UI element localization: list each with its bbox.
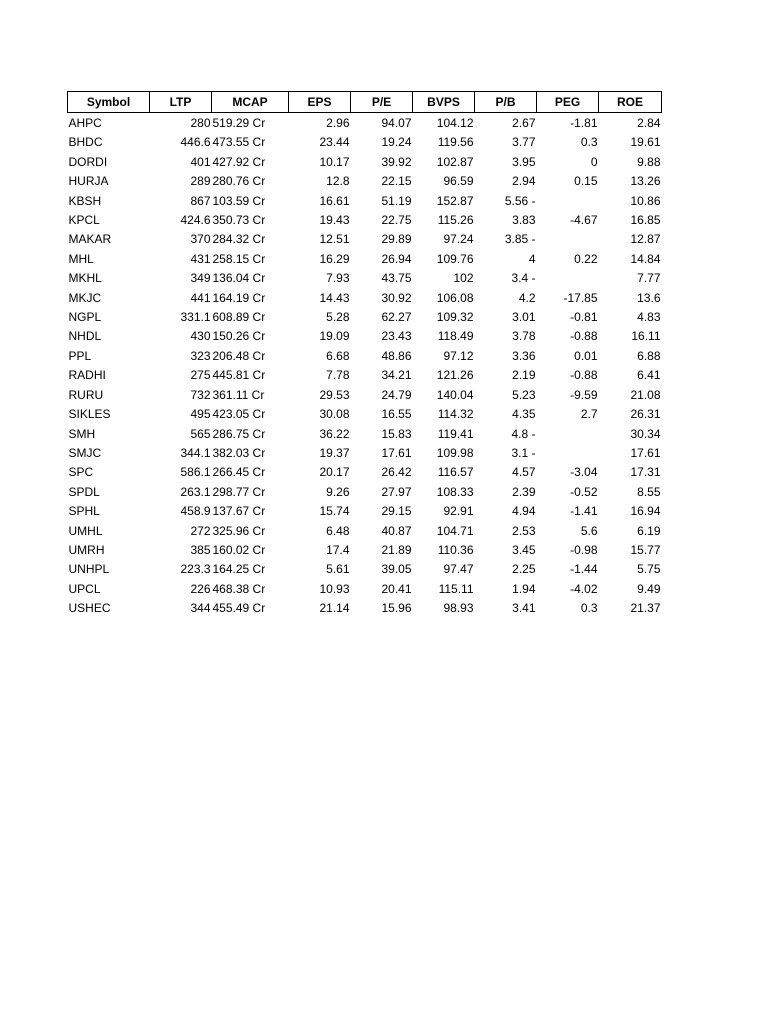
cell-pe: 15.83 bbox=[381, 426, 412, 441]
cell-pb: 4.2 bbox=[518, 290, 536, 305]
cell-pe: 24.79 bbox=[381, 387, 412, 402]
cell-peg: 0.15 bbox=[574, 174, 598, 189]
cell-pb: 2.25 bbox=[512, 562, 536, 577]
cell-symbol: AHPC bbox=[68, 116, 102, 130]
cell-eps: 9.26 bbox=[326, 484, 350, 499]
cell-symbol: MKJC bbox=[68, 290, 102, 305]
table-row bbox=[68, 230, 662, 249]
cell-peg: -3.04 bbox=[570, 465, 598, 480]
cell-mcap: 519.29 Cr bbox=[212, 116, 266, 130]
cell-ltp: 289 bbox=[190, 174, 211, 189]
cell-roe: 12.87 bbox=[630, 232, 661, 247]
cell-eps: 7.78 bbox=[326, 368, 350, 383]
cell-ltp: 263.1 bbox=[180, 484, 211, 499]
cell-bvps: 152.87 bbox=[436, 193, 474, 208]
table-row bbox=[68, 133, 662, 152]
cell-ltp: 495 bbox=[190, 407, 211, 422]
cell-eps: 16.29 bbox=[319, 251, 350, 266]
cell-mcap: 382.03 Cr bbox=[212, 445, 266, 460]
cell-symbol: SIKLES bbox=[68, 407, 111, 422]
cell-pe: 30.92 bbox=[381, 290, 412, 305]
cell-pe: 15.96 bbox=[381, 601, 412, 616]
cell-mcap: 280.76 Cr bbox=[212, 174, 266, 189]
cell-ltp: 430 bbox=[190, 329, 211, 344]
cell-symbol: MAKAR bbox=[68, 232, 112, 247]
cell-pb: 3.1 - bbox=[511, 445, 536, 460]
cell-symbol: KPCL bbox=[68, 213, 100, 228]
cell-ltp: 272 bbox=[190, 523, 211, 538]
header-peg: PEG bbox=[537, 92, 599, 113]
cell-pb: 4.94 bbox=[512, 504, 536, 519]
table-row bbox=[68, 327, 662, 346]
header-eps: EPS bbox=[289, 92, 351, 113]
cell-pe: 29.15 bbox=[381, 504, 412, 519]
cell-peg: 0.01 bbox=[574, 348, 598, 363]
cell-mcap: 258.15 Cr bbox=[212, 251, 266, 266]
cell-ltp: 424.6 bbox=[180, 213, 211, 228]
cell-mcap: 427.92 Cr bbox=[212, 154, 266, 169]
table-row bbox=[68, 172, 662, 191]
cell-ltp: 385 bbox=[190, 542, 211, 557]
cell-peg: 0.3 bbox=[580, 135, 598, 150]
cell-mcap: 284.32 Cr bbox=[212, 232, 266, 247]
cell-roe: 14.84 bbox=[630, 251, 661, 266]
cell-peg: 0 bbox=[590, 154, 598, 169]
cell-mcap: 468.38 Cr bbox=[212, 581, 266, 596]
cell-eps: 10.93 bbox=[319, 581, 350, 596]
cell-roe: 17.61 bbox=[630, 445, 661, 460]
cell-bvps: 119.56 bbox=[437, 135, 474, 150]
cell-symbol: SPDL bbox=[68, 484, 100, 499]
cell-ltp: 431 bbox=[190, 251, 211, 266]
header-symbol: Symbol bbox=[68, 92, 150, 113]
table-row bbox=[68, 308, 662, 327]
cell-pb: 2.94 bbox=[512, 174, 536, 189]
cell-pb: 3.95 bbox=[512, 154, 536, 169]
cell-roe: 19.61 bbox=[630, 135, 661, 150]
cell-bvps: 114.32 bbox=[437, 407, 474, 422]
cell-symbol: USHEC bbox=[68, 601, 111, 616]
cell-symbol: NHDL bbox=[68, 329, 102, 344]
cell-symbol: DORDI bbox=[68, 154, 108, 169]
cell-peg: -17.85 bbox=[563, 290, 598, 305]
cell-mcap: 423.05 Cr bbox=[212, 407, 266, 422]
stock-table bbox=[67, 91, 662, 619]
table-row bbox=[68, 502, 662, 521]
cell-bvps: 115.26 bbox=[437, 213, 474, 228]
cell-peg bbox=[537, 425, 599, 444]
header-ltp: LTP bbox=[150, 92, 212, 113]
cell-eps: 5.61 bbox=[326, 562, 350, 577]
cell-ltp: 867 bbox=[190, 193, 211, 208]
cell-roe: 9.49 bbox=[637, 581, 661, 596]
cell-bvps: 109.76 bbox=[436, 251, 474, 266]
table-row bbox=[68, 192, 662, 211]
cell-roe: 13.26 bbox=[630, 174, 661, 189]
cell-pe: 22.15 bbox=[381, 174, 412, 189]
cell-pe: 26.94 bbox=[381, 251, 412, 266]
cell-ltp: 586.1 bbox=[180, 465, 211, 480]
cell-roe: 13.6 bbox=[637, 290, 661, 305]
table-row bbox=[68, 599, 662, 618]
cell-roe: 30.34 bbox=[630, 426, 661, 441]
table-row bbox=[68, 425, 662, 444]
table-row bbox=[68, 153, 662, 172]
cell-mcap: 361.11 Cr bbox=[212, 387, 265, 402]
cell-pe: 40.87 bbox=[381, 523, 412, 538]
cell-eps: 19.09 bbox=[319, 329, 350, 344]
cell-ltp: 226 bbox=[190, 581, 211, 596]
cell-pb: 4 bbox=[528, 251, 536, 266]
cell-bvps: 102 bbox=[453, 271, 474, 286]
cell-peg: -1.41 bbox=[570, 504, 598, 519]
cell-peg: -1.44 bbox=[570, 562, 598, 577]
cell-pe: 39.05 bbox=[381, 562, 412, 577]
cell-ltp: 223.3 bbox=[180, 562, 211, 577]
cell-roe: 6.88 bbox=[637, 348, 661, 363]
cell-bvps: 92.91 bbox=[443, 504, 474, 519]
cell-mcap: 445.81 Cr bbox=[212, 368, 266, 383]
cell-ltp: 349 bbox=[190, 271, 211, 286]
cell-bvps: 98.93 bbox=[443, 601, 474, 616]
cell-peg: -4.67 bbox=[570, 213, 598, 228]
cell-peg: 0.3 bbox=[580, 601, 598, 616]
cell-roe: 6.19 bbox=[637, 523, 661, 538]
cell-peg: 0.22 bbox=[574, 251, 598, 266]
cell-eps: 6.48 bbox=[326, 523, 350, 538]
cell-pb: 5.23 bbox=[512, 387, 536, 402]
cell-roe: 5.75 bbox=[637, 562, 661, 577]
cell-pe: 19.24 bbox=[381, 135, 412, 150]
cell-mcap: 206.48 Cr bbox=[212, 348, 266, 363]
cell-mcap: 150.26 Cr bbox=[212, 329, 266, 344]
cell-pb: 3.83 bbox=[512, 213, 536, 228]
cell-bvps: 108.33 bbox=[436, 484, 474, 499]
header-roe: ROE bbox=[599, 92, 662, 113]
cell-eps: 17.4 bbox=[326, 542, 350, 557]
cell-ltp: 458.9 bbox=[180, 504, 211, 519]
cell-mcap: 164.19 Cr bbox=[212, 290, 266, 305]
cell-peg: 2.7 bbox=[580, 407, 598, 422]
cell-pb: 2.67 bbox=[512, 116, 536, 130]
cell-mcap: 266.45 Cr bbox=[212, 465, 266, 480]
cell-pe: 22.75 bbox=[381, 213, 412, 228]
cell-bvps: 97.12 bbox=[443, 348, 474, 363]
cell-bvps: 96.59 bbox=[443, 174, 474, 189]
cell-mcap: 160.02 Cr bbox=[212, 542, 266, 557]
table-row bbox=[68, 541, 662, 560]
cell-symbol: NGPL bbox=[68, 310, 102, 325]
cell-symbol: PPL bbox=[68, 348, 92, 363]
header-mcap: MCAP bbox=[212, 92, 289, 113]
cell-peg: -9.59 bbox=[570, 387, 598, 402]
cell-ltp: 344.1 bbox=[180, 445, 211, 460]
header-pe: P/E bbox=[351, 92, 413, 113]
cell-bvps: 140.04 bbox=[436, 387, 474, 402]
cell-eps: 23.44 bbox=[319, 135, 350, 150]
table-row bbox=[68, 113, 662, 134]
cell-eps: 16.61 bbox=[319, 193, 350, 208]
cell-bvps: 119.41 bbox=[437, 426, 474, 441]
cell-mcap: 164.25 Cr bbox=[212, 562, 266, 577]
cell-pb: 3.36 bbox=[512, 348, 536, 363]
cell-roe: 6.41 bbox=[637, 368, 661, 383]
cell-peg: 5.6 bbox=[580, 523, 598, 538]
cell-roe: 21.37 bbox=[630, 601, 661, 616]
cell-pe: 94.07 bbox=[381, 116, 412, 130]
cell-ltp: 565 bbox=[190, 426, 211, 441]
cell-pb: 4.35 bbox=[512, 407, 536, 422]
table-row bbox=[68, 580, 662, 599]
cell-bvps: 104.71 bbox=[436, 523, 474, 538]
cell-ltp: 331.1 bbox=[180, 310, 211, 325]
cell-symbol: HURJA bbox=[68, 174, 109, 189]
table-row bbox=[68, 347, 662, 366]
cell-eps: 12.8 bbox=[326, 174, 350, 189]
cell-roe: 7.77 bbox=[637, 271, 661, 286]
cell-peg: -0.88 bbox=[570, 329, 598, 344]
cell-pe: 43.75 bbox=[381, 271, 412, 286]
cell-mcap: 136.04 Cr bbox=[212, 271, 266, 286]
cell-eps: 30.08 bbox=[319, 407, 350, 422]
table-row bbox=[68, 366, 662, 385]
cell-symbol: RURU bbox=[68, 387, 104, 402]
cell-roe: 15.77 bbox=[630, 542, 661, 557]
cell-pb: 4.8 - bbox=[511, 426, 536, 441]
cell-ltp: 732 bbox=[190, 387, 211, 402]
cell-pe: 16.55 bbox=[381, 407, 412, 422]
cell-ltp: 401 bbox=[190, 154, 211, 169]
cell-roe: 8.55 bbox=[637, 484, 661, 499]
cell-ltp: 344 bbox=[190, 601, 211, 616]
cell-pe: 34.21 bbox=[381, 368, 412, 383]
cell-pb: 2.39 bbox=[512, 484, 536, 499]
cell-bvps: 102.87 bbox=[436, 154, 474, 169]
cell-eps: 5.28 bbox=[326, 310, 350, 325]
cell-mcap: 325.96 Cr bbox=[212, 523, 266, 538]
table-row bbox=[68, 522, 662, 541]
cell-peg: -0.88 bbox=[570, 368, 598, 383]
cell-eps: 19.37 bbox=[319, 445, 350, 460]
cell-bvps: 121.26 bbox=[436, 368, 474, 383]
cell-pb: 3.41 bbox=[512, 601, 536, 616]
cell-mcap: 350.73 Cr bbox=[212, 213, 266, 228]
cell-bvps: 116.57 bbox=[437, 465, 474, 480]
cell-ltp: 441 bbox=[190, 290, 211, 305]
cell-pb: 3.01 bbox=[512, 310, 536, 325]
cell-symbol: SPC bbox=[68, 465, 94, 480]
cell-pb: 1.94 bbox=[512, 581, 536, 596]
cell-symbol: UNHPL bbox=[68, 562, 110, 577]
cell-peg: -0.81 bbox=[570, 310, 598, 325]
cell-pe: 39.92 bbox=[381, 154, 412, 169]
cell-symbol: UMRH bbox=[68, 542, 105, 557]
header-pb: P/B bbox=[475, 92, 537, 113]
cell-roe: 9.88 bbox=[637, 154, 661, 169]
cell-symbol: SPHL bbox=[68, 504, 100, 519]
cell-symbol: SMJC bbox=[68, 445, 102, 460]
cell-symbol: SMH bbox=[68, 426, 96, 441]
cell-bvps: 97.47 bbox=[443, 562, 474, 577]
cell-ltp: 370 bbox=[190, 232, 211, 247]
table-row bbox=[68, 289, 662, 308]
cell-eps: 7.93 bbox=[326, 271, 350, 286]
header-bvps: BVPS bbox=[413, 92, 475, 113]
cell-pb: 2.53 bbox=[512, 523, 536, 538]
cell-symbol: RADHI bbox=[68, 368, 106, 383]
cell-pe: 62.27 bbox=[381, 310, 412, 325]
cell-eps: 20.17 bbox=[319, 465, 350, 480]
cell-pb: 5.56 - bbox=[504, 193, 536, 208]
cell-roe: 16.11 bbox=[631, 329, 661, 344]
cell-pb: 3.4 - bbox=[511, 271, 536, 286]
cell-roe: 4.83 bbox=[637, 310, 661, 325]
cell-roe: 10.86 bbox=[630, 193, 661, 208]
table-row bbox=[68, 211, 662, 230]
cell-peg: -1.81 bbox=[570, 116, 598, 130]
table-row bbox=[68, 386, 662, 405]
cell-peg: -4.02 bbox=[570, 581, 598, 596]
cell-bvps: 109.32 bbox=[436, 310, 474, 325]
cell-roe: 26.31 bbox=[630, 407, 661, 422]
cell-eps: 12.51 bbox=[319, 232, 350, 247]
cell-pb: 4.57 bbox=[512, 465, 536, 480]
cell-eps: 29.53 bbox=[319, 387, 350, 402]
table-row bbox=[68, 405, 662, 424]
cell-pb: 2.19 bbox=[512, 368, 536, 383]
cell-mcap: 286.75 Cr bbox=[212, 426, 266, 441]
cell-symbol: KBSH bbox=[68, 193, 102, 208]
cell-pe: 21.89 bbox=[381, 542, 412, 557]
cell-peg: -0.52 bbox=[570, 484, 598, 499]
cell-mcap: 608.89 Cr bbox=[212, 310, 266, 325]
cell-ltp: 446.6 bbox=[180, 135, 211, 150]
cell-pe: 17.61 bbox=[381, 445, 412, 460]
cell-bvps: 97.24 bbox=[443, 232, 474, 247]
cell-roe: 16.94 bbox=[630, 504, 661, 519]
cell-mcap: 137.67 Cr bbox=[212, 504, 266, 519]
cell-bvps: 106.08 bbox=[436, 290, 474, 305]
table-row bbox=[68, 269, 662, 288]
table-row bbox=[68, 560, 662, 579]
cell-symbol: UMHL bbox=[68, 523, 103, 538]
cell-pe: 23.43 bbox=[381, 329, 412, 344]
cell-ltp: 280 bbox=[190, 116, 211, 130]
cell-eps: 21.14 bbox=[319, 601, 350, 616]
cell-pe: 48.86 bbox=[381, 348, 412, 363]
spreadsheet-page bbox=[67, 91, 662, 619]
cell-bvps: 115.11 bbox=[438, 581, 474, 596]
cell-mcap: 103.59 Cr bbox=[212, 193, 266, 208]
cell-mcap: 455.49 Cr bbox=[212, 601, 266, 616]
table-header-row bbox=[68, 92, 662, 113]
cell-bvps: 109.98 bbox=[436, 445, 474, 460]
cell-roe: 21.08 bbox=[630, 387, 661, 402]
cell-pe: 20.41 bbox=[381, 581, 412, 596]
cell-bvps: 104.12 bbox=[436, 116, 474, 130]
table-row bbox=[68, 483, 662, 502]
cell-eps: 19.43 bbox=[319, 213, 350, 228]
cell-symbol: BHDC bbox=[68, 135, 103, 150]
cell-eps: 10.17 bbox=[319, 154, 350, 169]
cell-eps: 36.22 bbox=[319, 426, 350, 441]
cell-eps: 15.74 bbox=[319, 504, 350, 519]
cell-eps: 2.96 bbox=[326, 116, 350, 130]
cell-pb: 3.45 bbox=[512, 542, 536, 557]
cell-pe: 26.42 bbox=[381, 465, 412, 480]
cell-pb: 3.78 bbox=[512, 329, 536, 344]
cell-mcap: 473.55 Cr bbox=[212, 135, 266, 150]
cell-pe: 29.89 bbox=[381, 232, 412, 247]
cell-pb: 3.77 bbox=[512, 135, 536, 150]
cell-eps: 6.68 bbox=[326, 348, 350, 363]
cell-peg bbox=[537, 192, 599, 211]
cell-pe: 51.19 bbox=[381, 193, 412, 208]
cell-roe: 16.85 bbox=[630, 213, 661, 228]
cell-pb: 3.85 - bbox=[504, 232, 536, 247]
cell-peg bbox=[537, 269, 599, 288]
cell-pe: 27.97 bbox=[381, 484, 412, 499]
table-row bbox=[68, 444, 662, 463]
cell-ltp: 323 bbox=[190, 348, 211, 363]
cell-bvps: 118.49 bbox=[437, 329, 474, 344]
cell-symbol: MKHL bbox=[68, 271, 102, 286]
cell-peg bbox=[537, 444, 599, 463]
table-body bbox=[68, 113, 662, 619]
table-row bbox=[68, 250, 662, 269]
cell-peg: -0.98 bbox=[570, 542, 598, 557]
cell-ltp: 275 bbox=[190, 368, 211, 383]
cell-symbol: MHL bbox=[68, 251, 94, 266]
cell-peg bbox=[537, 230, 599, 249]
cell-symbol: UPCL bbox=[68, 581, 101, 596]
cell-mcap: 298.77 Cr bbox=[212, 484, 266, 499]
cell-bvps: 110.36 bbox=[437, 542, 474, 557]
cell-roe: 2.84 bbox=[637, 116, 661, 130]
cell-roe: 17.31 bbox=[630, 465, 661, 480]
cell-eps: 14.43 bbox=[319, 290, 350, 305]
table-row bbox=[68, 463, 662, 482]
